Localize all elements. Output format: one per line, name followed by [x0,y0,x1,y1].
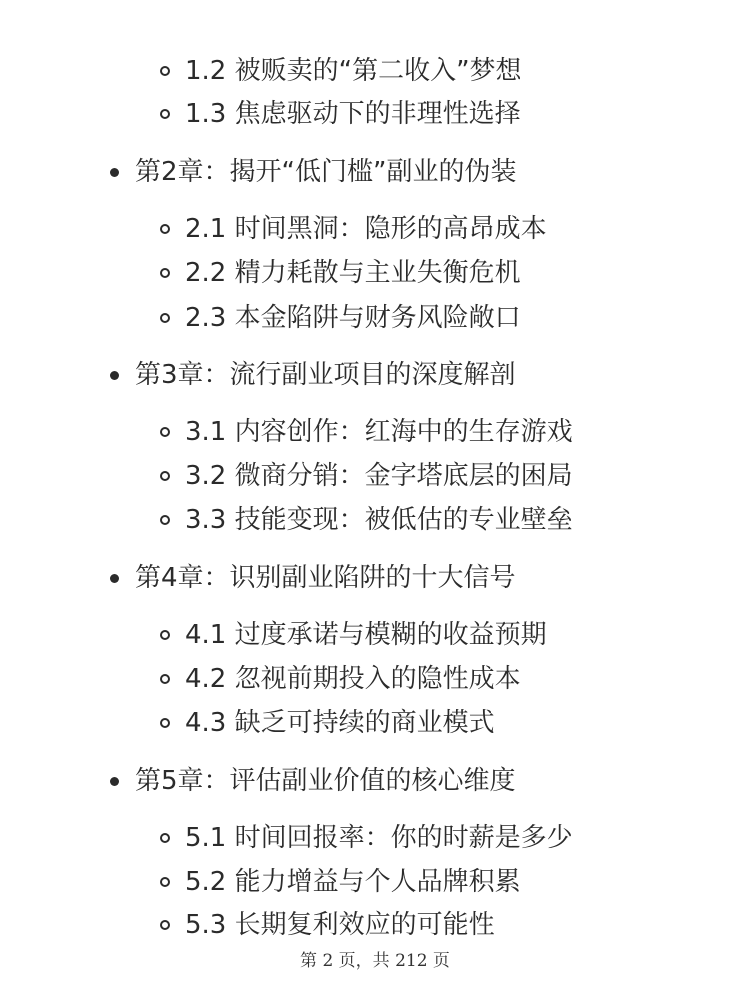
toc-entry-text: 4.3 缺乏可持续的商业模式 [185,708,495,738]
toc-entry-text: 第2章：揭开“低门槛”副业的伪装 [135,157,517,187]
toc-chapter-2 [110,155,516,189]
hollow-circle-bullet-icon [160,471,170,481]
toc-entry-text: 1.3 焦虑驱动下的非理性选择 [185,99,521,129]
toc-section-1-2 [160,54,522,88]
toc-section-2-3 [160,301,521,335]
hollow-circle-bullet-icon [160,109,170,119]
hollow-circle-bullet-icon [160,630,170,640]
toc-entry-text: 3.3 技能变现：被低估的专业壁垒 [185,505,573,535]
toc-section-4-1 [160,618,547,652]
toc-entry-text: 2.3 本金陷阱与财务风险敞口 [185,303,521,333]
hollow-circle-bullet-icon [160,674,170,684]
toc-entry-text: 1.2 被贩卖的“第二收入”梦想 [185,56,522,86]
toc-entry-text: 2.1 时间黑洞：隐形的高昂成本 [185,214,547,244]
hollow-circle-bullet-icon [160,515,170,525]
hollow-circle-bullet-icon [160,66,170,76]
page-number-footer: 第 2 页，共 212 页 [300,951,450,971]
filled-disc-bullet-icon [110,574,119,583]
filled-disc-bullet-icon [110,168,119,177]
toc-entry-text: 第4章：识别副业陷阱的十大信号 [135,563,516,593]
hollow-circle-bullet-icon [160,920,170,930]
toc-entry-text: 5.2 能力增益与个人品牌积累 [185,867,521,897]
hollow-circle-bullet-icon [160,427,170,437]
toc-section-3-3 [160,503,573,537]
toc-entry-text: 4.2 忽视前期投入的隐性成本 [185,664,521,694]
toc-entry-text: 4.1 过度承诺与模糊的收益预期 [185,620,547,650]
hollow-circle-bullet-icon [160,877,170,887]
hollow-circle-bullet-icon [160,268,170,278]
toc-section-3-2 [160,459,573,493]
filled-disc-bullet-icon [110,777,119,786]
toc-entry-text: 第3章：流行副业项目的深度解剖 [135,360,516,390]
toc-section-4-2 [160,662,521,696]
toc-entry-text: 3.1 内容创作：红海中的生存游戏 [185,417,573,447]
toc-section-3-1 [160,415,573,449]
hollow-circle-bullet-icon [160,833,170,843]
toc-chapter-5 [110,764,516,798]
toc-section-5-2 [160,865,521,899]
hollow-circle-bullet-icon [160,718,170,728]
toc-entry-text: 第5章：评估副业价值的核心维度 [135,766,516,796]
toc-section-1-3 [160,97,521,131]
hollow-circle-bullet-icon [160,224,170,234]
hollow-circle-bullet-icon [160,313,170,323]
toc-entry-text: 5.1 时间回报率：你的时薪是多少 [185,823,573,853]
toc-entry-text: 3.2 微商分销：金字塔底层的困局 [185,461,573,491]
toc-chapter-3 [110,358,516,392]
toc-section-4-3 [160,706,495,740]
toc-section-5-1 [160,821,573,855]
toc-entry-text: 5.3 长期复利效应的可能性 [185,910,495,940]
toc-entry-text: 2.2 精力耗散与主业失衡危机 [185,258,521,288]
toc-chapter-4 [110,561,516,595]
toc-section-2-2 [160,256,521,290]
filled-disc-bullet-icon [110,371,119,380]
toc-section-5-3 [160,908,495,942]
toc-section-2-1 [160,212,547,246]
